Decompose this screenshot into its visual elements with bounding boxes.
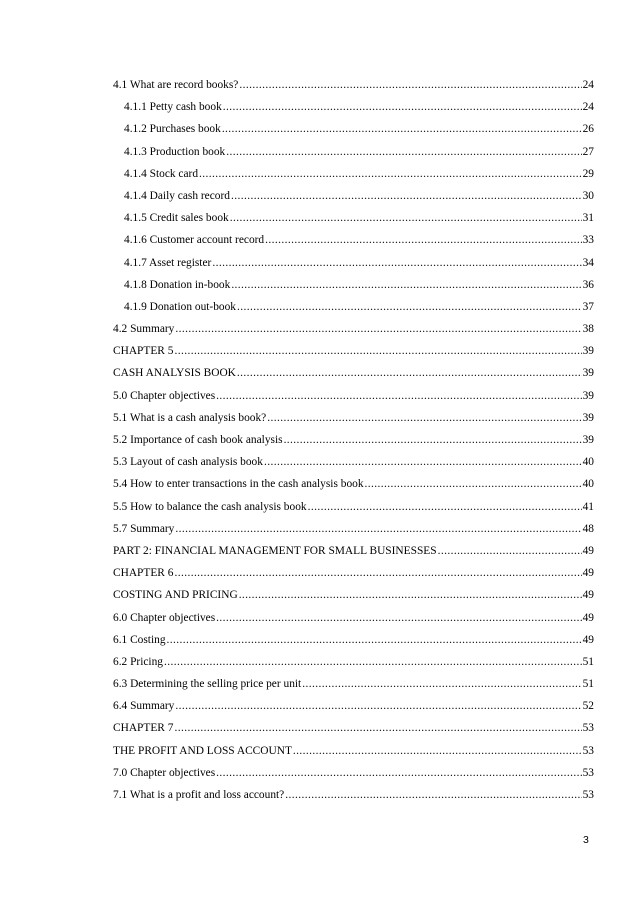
- toc-entry-title: 5.2 Importance of cash book analysis: [113, 434, 283, 446]
- toc-dot-leader: [293, 740, 582, 762]
- toc-dot-leader: [239, 584, 582, 606]
- toc-dot-leader: [285, 784, 581, 806]
- toc-dot-leader: [167, 629, 582, 651]
- toc-entry-title: 5.5 How to balance the cash analysis book: [113, 500, 307, 513]
- toc-entry-page: 41: [582, 500, 594, 513]
- toc-entry[interactable]: [113, 163, 594, 185]
- toc-entry-title: 6.3 Determining the selling price per unit: [113, 678, 302, 691]
- toc-entry-page: 51: [582, 655, 594, 668]
- toc-entry[interactable]: [113, 407, 594, 429]
- toc-dot-leader: [174, 717, 581, 739]
- toc-entry-title: 5.1 What is a cash analysis book?: [113, 411, 267, 424]
- toc-dot-leader: [216, 762, 581, 784]
- toc-dot-leader: [284, 429, 582, 451]
- toc-entry[interactable]: [113, 118, 594, 140]
- toc-entry-page: 49: [582, 611, 594, 624]
- toc-entry[interactable]: [113, 651, 594, 673]
- toc-entry-title: 5.0 Chapter objectives: [113, 389, 216, 402]
- toc-entry[interactable]: [113, 518, 594, 540]
- toc-entry-title: 4.1.7 Asset register: [124, 256, 212, 269]
- toc-entry-title: 6.1 Costing: [113, 633, 166, 646]
- toc-entry-page: 34: [582, 256, 594, 269]
- toc-entry[interactable]: [113, 274, 594, 296]
- toc-dot-leader: [231, 185, 582, 207]
- toc-entry[interactable]: [113, 252, 594, 274]
- toc-dot-leader: [365, 473, 582, 495]
- toc-entry[interactable]: [113, 318, 594, 340]
- toc-dot-leader: [222, 118, 582, 140]
- toc-dot-leader: [265, 229, 581, 251]
- toc-entry-title: 4.1.4 Daily cash record: [124, 189, 230, 202]
- toc-entry-title: CASH ANALYSIS BOOK: [113, 367, 236, 380]
- toc-entry-page: 38: [582, 323, 594, 336]
- toc-entry-title: 4.1.6 Customer account record: [124, 234, 265, 247]
- toc-entry[interactable]: [113, 629, 594, 651]
- toc-entry-title: PART 2: FINANCIAL MANAGEMENT FOR SMALL BUSINESSES: [113, 544, 437, 557]
- toc-entry-page: 24: [582, 79, 594, 91]
- toc-entry-page: 53: [582, 722, 594, 735]
- toc-entry[interactable]: [113, 185, 594, 207]
- toc-entry[interactable]: [113, 496, 594, 518]
- toc-entry[interactable]: [113, 207, 594, 229]
- toc-entry-title: 5.7 Summary: [113, 522, 175, 535]
- toc-entry[interactable]: [113, 296, 594, 318]
- toc-dot-leader: [175, 695, 581, 717]
- toc-entry-page: 39: [582, 367, 594, 380]
- toc-entry-page: 29: [582, 167, 594, 180]
- toc-entry[interactable]: [113, 562, 594, 584]
- toc-entry-page: 53: [582, 744, 594, 757]
- toc-entry[interactable]: [113, 362, 594, 384]
- toc-entry-title: 4.1.8 Donation in-book: [124, 278, 231, 291]
- toc-entry-page: 39: [582, 434, 594, 446]
- toc-dot-leader: [237, 296, 582, 318]
- toc-entry-title: 4.2 Summary: [113, 323, 175, 336]
- toc-entry-page: 40: [582, 456, 594, 469]
- toc-entry-page: 37: [582, 300, 594, 313]
- toc-dot-leader: [175, 518, 581, 540]
- toc-dot-leader: [216, 385, 581, 407]
- toc-dot-leader: [212, 252, 581, 274]
- toc-entry-title: 7.1 What is a profit and loss account?: [113, 789, 285, 801]
- toc-entry-page: 53: [582, 766, 594, 779]
- toc-entry-title: 4.1.1 Petty cash book: [124, 101, 222, 114]
- toc-entry-page: 39: [582, 389, 594, 402]
- toc-entry[interactable]: [113, 473, 594, 495]
- toc-entry[interactable]: [113, 762, 594, 784]
- toc-entry-page: 51: [582, 678, 594, 691]
- toc-dot-leader: [267, 407, 581, 429]
- toc-dot-leader: [308, 496, 582, 518]
- toc-dot-leader: [264, 451, 582, 473]
- toc-entry-page: 53: [582, 789, 594, 801]
- toc-entry-page: 49: [582, 544, 594, 557]
- toc-entry-page: 36: [582, 278, 594, 291]
- toc-dot-leader: [174, 340, 581, 362]
- toc-entry-title: 6.2 Pricing: [113, 655, 163, 668]
- toc-entry-title: 4.1.5 Credit sales book: [124, 212, 229, 225]
- toc-entry-page: 52: [582, 700, 594, 713]
- toc-entry[interactable]: [113, 695, 594, 717]
- page-number: 3: [583, 834, 589, 846]
- toc-dot-leader: [438, 540, 582, 562]
- toc-entry[interactable]: [113, 229, 594, 251]
- toc-entry-title: THE PROFIT AND LOSS ACCOUNT: [113, 744, 292, 757]
- toc-entry[interactable]: [113, 429, 594, 451]
- toc-entry[interactable]: [113, 451, 594, 473]
- toc-dot-leader: [237, 362, 582, 384]
- toc-entry-title: COSTING AND PRICING: [113, 589, 238, 602]
- toc-entry[interactable]: [113, 540, 594, 562]
- toc-entry[interactable]: [113, 784, 594, 806]
- toc-entry[interactable]: [113, 74, 594, 96]
- toc-entry-title: 4.1.3 Production book: [124, 145, 226, 158]
- toc-entry-title: 4.1.2 Purchases book: [124, 123, 221, 136]
- toc-entry[interactable]: [113, 717, 594, 739]
- toc-entry-title: 6.4 Summary: [113, 700, 175, 713]
- toc-dot-leader: [216, 607, 581, 629]
- toc-entry-title: 4.1.9 Donation out-book: [124, 300, 236, 313]
- toc-dot-leader: [174, 562, 581, 584]
- toc-entry-page: 31: [582, 212, 594, 225]
- toc-dot-leader: [239, 74, 581, 96]
- toc-dot-leader: [230, 207, 582, 229]
- toc-dot-leader: [231, 274, 581, 296]
- toc-entry-page: 30: [582, 189, 594, 202]
- toc-entry[interactable]: [113, 385, 594, 407]
- toc-entry-title: 6.0 Chapter objectives: [113, 611, 216, 624]
- toc-entry-page: 27: [582, 145, 594, 158]
- toc-entry-page: 49: [582, 633, 594, 646]
- toc-entry[interactable]: [113, 584, 594, 606]
- toc-entry-title: 4.1 What are record books?: [113, 79, 239, 91]
- toc-entry-page: 33: [582, 234, 594, 247]
- toc-entry[interactable]: [113, 673, 594, 695]
- toc-entry-title: 5.3 Layout of cash analysis book: [113, 456, 263, 469]
- toc-entry[interactable]: [113, 141, 594, 163]
- toc-entry-page: 39: [582, 345, 594, 358]
- toc-entry-page: 48: [582, 522, 594, 535]
- toc-entry-title: CHAPTER 6: [113, 567, 174, 580]
- toc-dot-leader: [199, 163, 582, 185]
- toc-entry[interactable]: [113, 340, 594, 362]
- toc-entry[interactable]: [113, 96, 594, 118]
- toc-entry-title: 5.4 How to enter transactions in the cash analysis book: [113, 478, 364, 491]
- toc-entry-page: 26: [582, 123, 594, 136]
- toc-entry-title: CHAPTER 7: [113, 722, 174, 735]
- toc-entry-page: 40: [582, 478, 594, 491]
- toc-entry-page: 39: [582, 411, 594, 424]
- toc-entry-page: 49: [582, 589, 594, 602]
- toc-dot-leader: [223, 96, 582, 118]
- table-of-contents: [113, 74, 594, 806]
- toc-entry[interactable]: [113, 740, 594, 762]
- toc-entry-title: 4.1.4 Stock card: [124, 167, 199, 180]
- toc-dot-leader: [175, 318, 581, 340]
- toc-dot-leader: [226, 141, 581, 163]
- toc-entry-page: 49: [582, 567, 594, 580]
- toc-dot-leader: [302, 673, 581, 695]
- toc-entry-title: CHAPTER 5: [113, 345, 174, 358]
- toc-entry[interactable]: [113, 607, 594, 629]
- toc-entry-page: 24: [582, 101, 594, 114]
- toc-dot-leader: [164, 651, 582, 673]
- toc-entry-title: 7.0 Chapter objectives: [113, 766, 216, 779]
